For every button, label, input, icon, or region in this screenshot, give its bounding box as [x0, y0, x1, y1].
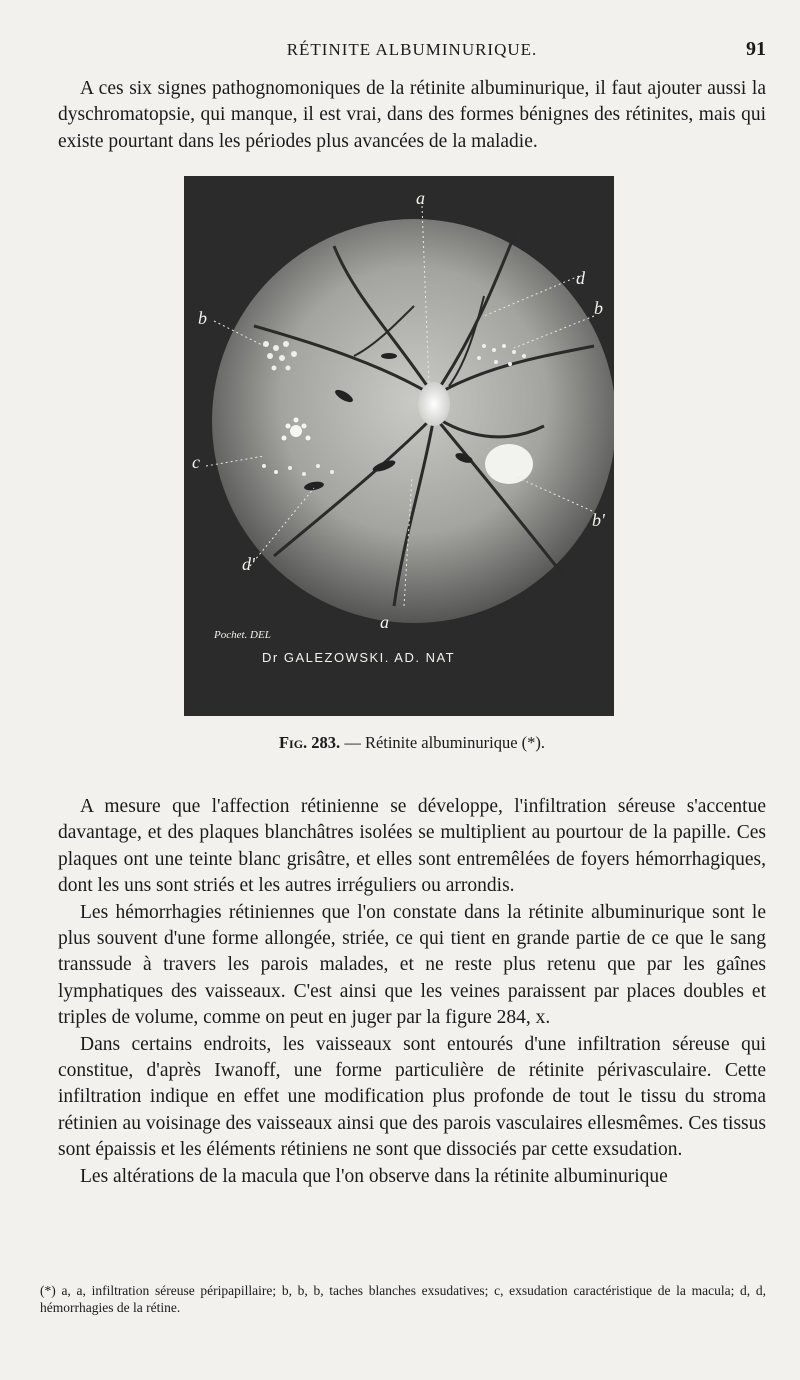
intro-paragraph-block	[58, 76, 766, 155]
figure-number: Fig. 283.	[278, 733, 341, 752]
body-text	[58, 794, 766, 1190]
figure-caption-text: — Rétinite albuminurique (*).	[344, 733, 546, 752]
figure-caption	[58, 733, 766, 753]
label-d-bottom: d'	[242, 554, 255, 574]
page-number: 91	[746, 38, 766, 60]
label-b-prime: b'	[592, 510, 605, 530]
label-d-top: d	[576, 268, 585, 288]
exudate-plaque	[485, 444, 533, 484]
running-head	[58, 40, 766, 64]
label-b-right: b	[594, 298, 603, 318]
paragraph-intro: A ces six signes pathognomoniques de la rétinite albuminurique, il faut ajouter aussi la dyschromatopsie, qui manque, il est vrai, dans des formes bénignes des rétinites, mais qui existe pourtant dans les périodes plus avancées de la maladie.	[58, 78, 766, 152]
label-a-top: a	[416, 188, 425, 208]
engraver-signature: Pochet. DEL	[214, 629, 271, 641]
footnote: (*) a, a, infiltration séreuse péripapillaire; b, b, b, taches blanches exsudatives; c, exsudation caractéristique de la macula; d, d, hémorrhagies de la rétine.	[40, 1283, 766, 1315]
label-b-left: b	[198, 308, 207, 328]
label-c: c	[192, 452, 200, 472]
optic-papilla	[418, 382, 450, 426]
fundus-illustration	[184, 176, 614, 716]
label-a-bottom: a	[380, 612, 389, 632]
paragraph-4: Les altérations de la macula que l'on observe dans la rétinite albuminurique	[80, 1165, 668, 1187]
fundus-figure	[184, 176, 614, 716]
paragraph-1: A mesure que l'affection rétinienne se développe, l'infiltration séreuse s'accentue davantage, et des plaques blanchâtres isolées se multiplient au pourtour de la papille. Ces plaques ont une teinte blanc grisâtre, et elles sont entremêlées de foyers hémorrhagiques, dont les uns sont striés et les autres irréguliers ou arrondis.	[58, 796, 766, 897]
author-signature: Dr GALEZOWSKI. AD. NAT	[262, 650, 456, 665]
paragraph-3: Dans certains endroits, les vaisseaux sont entourés d'une infiltration séreuse qui constitue, d'après Iwanoff, une forme particulière de rétinite périvasculaire. Cette infiltration indique en effet une modification plus profonde de tout le tissu du stroma rétinien au voisinage des vaisseaux ainsi que des parois vasculaires ellesmêmes. Ces tissus sont épaissis et les éléments rétiniens ne sont que dissociés par cette exsudation.	[58, 1033, 766, 1161]
running-title: RÉTINITE ALBUMINURIQUE.	[286, 40, 538, 59]
paragraph-2: Les hémorrhagies rétiniennes que l'on constate dans la rétinite albuminurique sont le plus souvent d'une forme allongée, striée, ce qui tient en grande partie de ce que le sang transsude à travers les parois malades, et ne reste plus retenu que par les gaînes lymphatiques des vaisseaux. C'est ainsi que les veines paraissent par places doubles et triples de volume, comme on peut en juger par la figure 284, x.	[58, 901, 766, 1029]
